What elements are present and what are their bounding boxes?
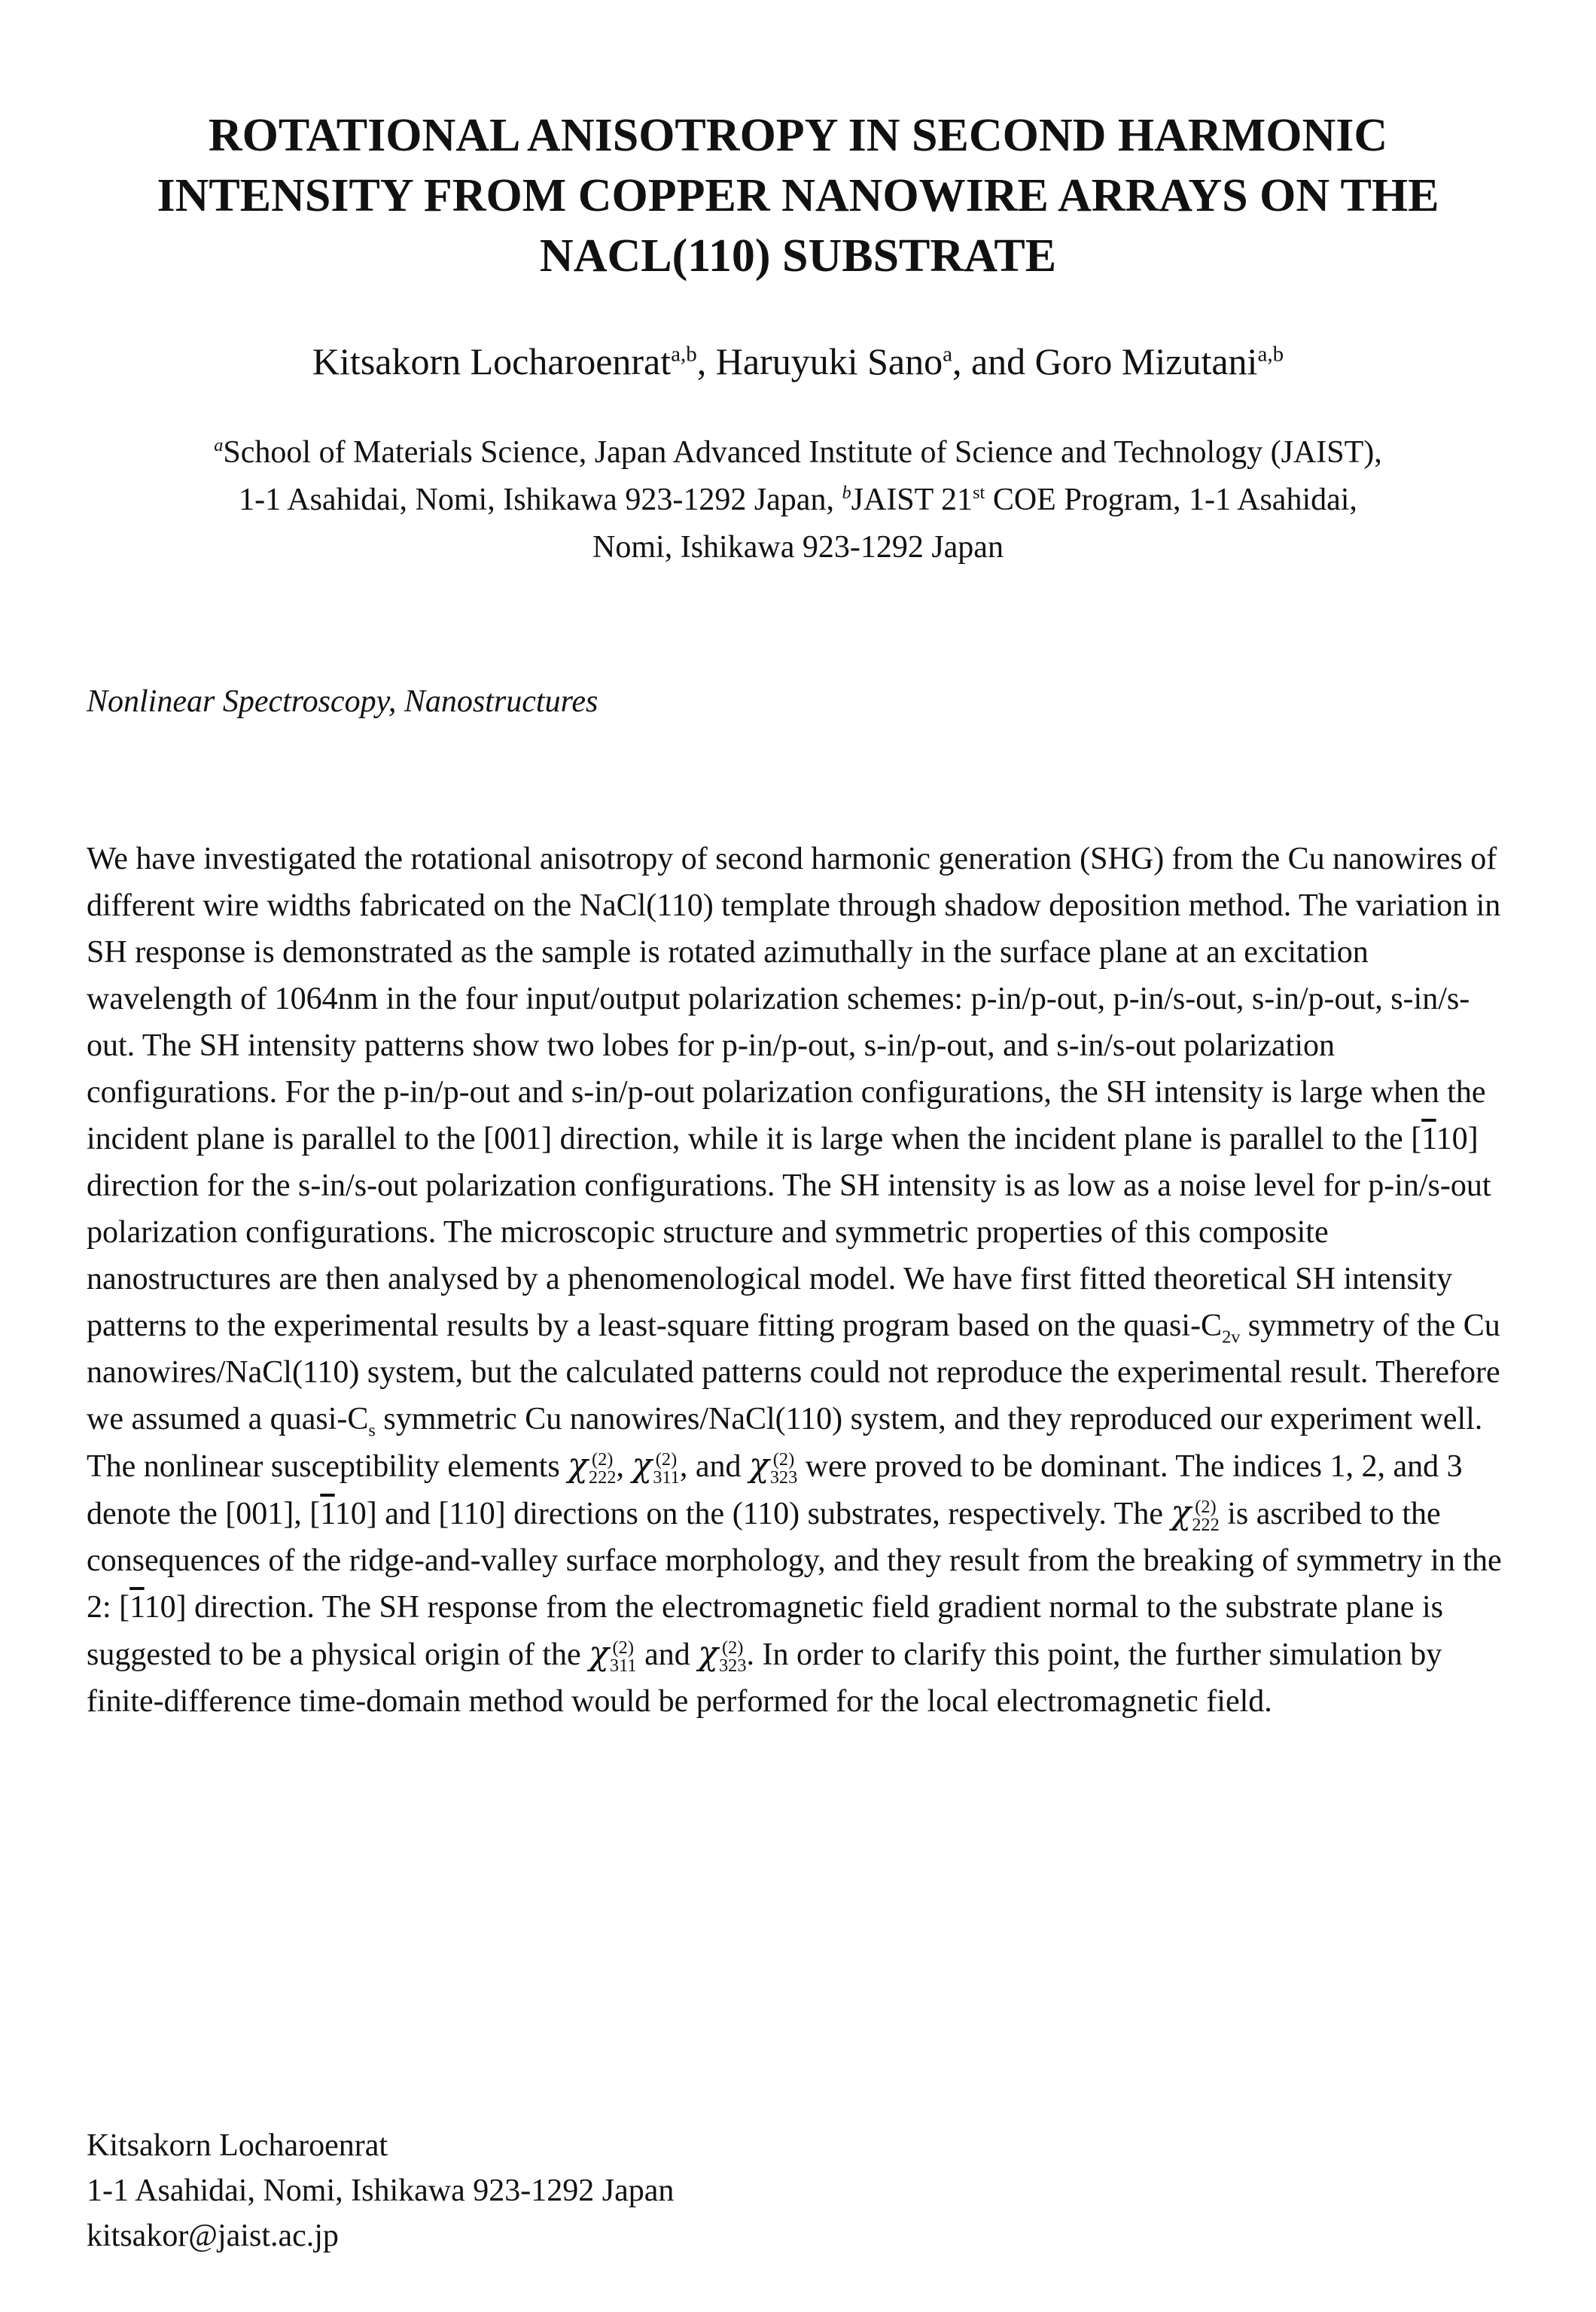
affil-line-2c: COE Program, 1-1 Asahidai, [985,483,1357,517]
subscript: s [368,1420,376,1441]
chi-311: χ (2) 311 [589,1634,637,1677]
abstract-text: symmetric Cu nanowires/NaCl(110) system, and they reproduced our experiment well. The nonlinear susceptibility elements [87,1402,1483,1484]
contact-address: 1-1 Asahidai, Nomi, Ishikawa 923-1292 Japan [87,2173,675,2208]
affil-line-2a: 1-1 Asahidai, Nomi, Ishikawa 923-1292 Japan, [239,483,842,517]
keywords: Nonlinear Spectroscopy, Nanostructures [87,684,598,719]
author-1-affil: a,b [671,342,697,367]
abstract-text: We have investigated the rotational anisotropy of second harmonic generation (SHG) from the Cu nanowires of different wire widths fabricated on the NaCl(110) template through shadow deposition method. The variation in SH response is demonstrated as the sample is rotated azimuthally in the surface plane at an excitation wavelength of 1064nm in the four input/output polarization schemes: p-in/p-out, p-in/s-out, s-in/p-out, s-in/s-out. The SH intensity patterns show two lobes for p-in/p-out, s-in/p-out, and s-in/s-out polarization configurations. For the p-in/p-out and s-in/p-out polarization configurations, the SH intensity is large when the incident plane is parallel to the [001] direction, while it is large when the incident plane is parallel to the [87,842,1501,1156]
author-2-affil: a [943,342,952,367]
title-line-1: ROTATIONAL ANISOTROPY IN SECOND HARMONIC [208,110,1388,161]
chi-323: χ (2) 323 [698,1634,747,1677]
paper-title [75,105,1521,286]
title-line-3: NACL(110) SUBSTRATE [539,230,1057,282]
direction-1-10: [110] [309,1497,377,1531]
chi-222: χ (2) 222 [568,1446,617,1488]
abstract-text: and [110] directions on the (110) substrates, respectively. The [376,1497,1171,1531]
contact-email[interactable]: kitsakor@jaist.ac.jp [87,2219,339,2253]
contact-block [87,2123,674,2259]
author-1: Kitsakorn Locharoenrat [312,340,672,382]
title-line-2: INTENSITY FROM COPPER NANOWIRE ARRAYS ON THE [157,170,1439,221]
author-separator: , [696,340,716,382]
contact-name: Kitsakorn Locharoenrat [87,2128,388,2163]
chi-311: χ (2) 311 [632,1446,680,1488]
author-3-affil: a,b [1257,342,1284,367]
abstract-text: direction. The SH response from the electromagnetic field gradient normal to the substrate plane is suggested to be a physical origin of the [87,1590,1444,1672]
affil-line-3: Nomi, Ishikawa 923-1292 Japan [592,530,1004,565]
abstract-text: . In order to clarify this point, the further simulation by finite-difference time-domain method would be performed for the local electromagnetic field. [87,1637,1442,1719]
author-separator: , and [952,340,1035,382]
chi-222: χ (2) 222 [1171,1494,1220,1536]
chi-323: χ (2) 323 [748,1446,798,1488]
affil-mark-a: a [214,435,224,455]
author-list [75,339,1521,384]
abstract-text: is ascribed to the consequences of the ridge-and-valley surface morphology, and they result from the breaking of symmetry in the 2: [87,1497,1502,1625]
author-3: Goro Mizutani [1034,340,1258,382]
abstract-text: symmetry of the Cu nanowires/NaCl(110) system, but the calculated patterns could not reproduce the experimental result. Therefore we assumed a quasi-C [87,1308,1500,1436]
subscript: 2v [1222,1327,1241,1348]
abstract-text: were proved to be dominant. The indices 1, 2, and 3 denote the [001], [87,1449,1463,1531]
affil-line-2b: JAIST 21 [851,483,973,517]
affil-ordinal: st [973,483,985,503]
direction-1-10: [110] [119,1590,187,1625]
abstract: We have investigated the rotational anisotropy of second harmonic generation (SHG) from the Cu nanowires of different wire widths fabricated on the NaCl(110) template through shadow deposition method. The variation in SH response is demonstrated as the sample is rotated azimuthally in the surface plane at an excitation wavelength of 1064nm in the four input/output polarization schemes: p-in/p-out, p-in/s-out, s-in/p-out, s-in/s-out. The SH intensity patterns show two lobes for p-in/p-out, s-in/p-out, and s-in/s-out polarization configurations. For the p-in/p-out and s-in/p-out polarization configurations, the SH intensity is large when the incident plane is parallel to the [001] direction, while it is large when the incident plane is parallel to the [110] direction for the s-in/s-out polarization configurations. The SH intensity is as low as a noise level for p-in/s-out polarization configurations. The microscopic structure and symmetric properties of this composite nanostructures are then analysed by a phenomenological model. We have first fitted theoretical SH intensity patterns to the experimental results by a least-square fitting program based on the quasi-$C_{2v}$ symmetry of the Cu nanowires/NaCl(110) system, but the calculated patterns could not reproduce the experimental result. Therefore we assumed a quasi-$C_s$ symmetric Cu nanowires/NaCl(110) system, and they reproduced our experiment well. The nonlinear susceptibility elements χ (2) 222 , χ (2) 311 , and χ (2) 323 were proved to be dominant. The indices 1, 2, and 3 denote the [001], [110] and [110] directions on the (110) substrates, respectively. The χ (2) 222 is ascribed to the consequences of the ridge-and-valley surface morphology, and they result from the breaking of symmetry in the 2: [110] direction. The SH response from the electromagnetic field gradient normal to the substrate plane is suggested to be a physical origin of the χ (2) 311 and χ (2) 323 . In order to clarify this point, the further simulation by finite-difference time-domain method would be performed for the local electromagnetic field. [87,842,1502,1719]
affil-line-1: School of Materials Science, Japan Advanced Institute of Science and Technology (JAIST), [223,435,1382,470]
affiliations [75,429,1521,571]
direction-1-10: [110] [1411,1122,1479,1156]
author-2: Haruyuki Sano [715,340,943,382]
affil-mark-b: b [842,483,851,503]
abstract-text: direction for the s-in/s-out polarization configurations. The SH intensity is as low as a noise level for p-in/s-out polarization configurations. The microscopic structure and symmetric properties of this composite nanostructures are then analysed by a phenomenological model. We have first fitted theoretical SH intensity patterns to the experimental results by a least-square fitting program based on the quasi-C [87,1168,1491,1343]
